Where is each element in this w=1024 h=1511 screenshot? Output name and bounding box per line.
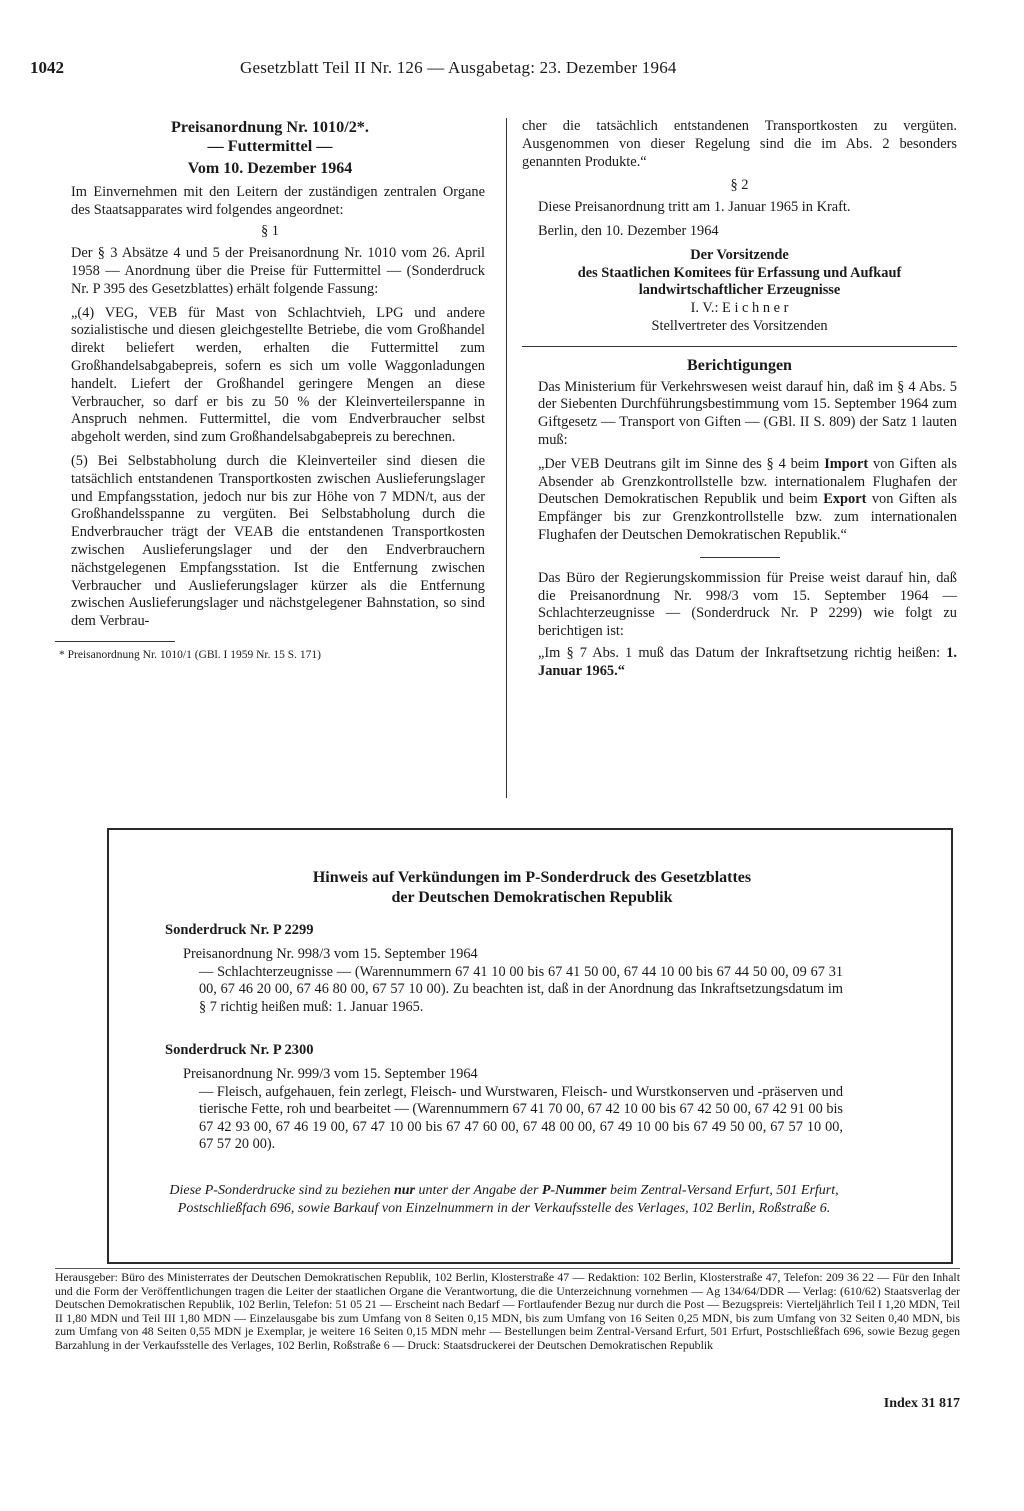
signer-line-2: des Staatlichen Komitees für Erfassung und Aufkauf	[577, 264, 902, 281]
signer-role: Stellvertreter des Vorsitzenden	[651, 317, 828, 334]
column-divider	[506, 118, 507, 798]
section-1-text: Der § 3 Absätze 4 und 5 der Preisanordnung Nr. 1010 vom 26. April 1958 — Anordnung über die Preise für Futtermittel — (Sonderdruck Nr. P 395 des Gesetzblattes) erhält folgende Fassung:	[71, 245, 485, 297]
imprint: Herausgeber: Büro des Ministerrates der Deutschen Demokratischen Republik, 102 Berlin, Klosterstraße 47 — Redaktion: 102 Berlin, Klosterstraße 47, Telefon: 209 36 22 — Für den Inhalt und die Form der Veröffentlichungen tragen die Leiter der staatlichen Organe die Verantwortung, die die Unterzeichnung vornehmen — Ag 134/64/DDR — Verlag: (610/62) Staatsverlag der Deutschen Demokratischen Republik, 102 Berlin, Telefon: 51 05 21 — Erscheint nach Bedarf — Fortlaufender Bezug nur durch die Post — Bezugspreis: Vierteljährlich Teil I 1,20 MDN, Teil II 1,80 MDN und Teil III 1,80 MDN — Einzelausgabe bis zum Umfang von 8 Seiten 0,15 MDN, bis zum Umfang von 16 Seiten 0,25 MDN, bis zum Umfang von 32 Seiten 0,40 MDN, bis zum Umfang von 48 Seiten 0,55 MDN je Exemplar, je weitere 16 Seiten 0,15 MDN mehr — Bestellungen beim Zentral-Versand Erfurt, 501 Erfurt, Postschließfach 696, sowie Bezug gegen Barzahlung in der Verkaufsstelle des Verlages, 102 Berlin, Roßstraße 6 — Druck: Staatsdruckerei der Deutschen Demokratischen Republik	[55, 1270, 960, 1352]
signer-name: I. V.: E i c h n e r	[690, 300, 789, 317]
ordinance-intro: Im Einvernehmen mit den Leitern der zuständigen zentralen Organe des Staatsapparates wird folgendes angeordnet:	[71, 183, 485, 218]
section-1-heading: § 1	[261, 223, 279, 240]
place-date: Berlin, den 10. Dezember 1964	[538, 222, 719, 239]
left-column	[55, 118, 485, 662]
signer-line-3: landwirtschaftlicher Erzeugnisse	[638, 282, 841, 299]
section-separator	[522, 346, 957, 347]
section-2-text: Diese Preisanordnung tritt am 1. Januar 1965 in Kraft.	[538, 199, 851, 216]
correction-1-quote: „Der VEB Deutrans gilt im Sinne des § 4 beim Import von Giften als Absender ab Grenzkontrollstelle bzw. internationalem Flughafen der Deutschen Demokratischen Republik und beim Export von Giften als Empfänger bis zur Grenzkontrollstelle bzw. zum internationalen Flughafen der Deutschen Demokratischen Republik.“	[538, 455, 957, 543]
section-2-heading: § 2	[730, 177, 749, 194]
page-header	[30, 58, 960, 82]
continuation-text: cher die tatsächlich entstandenen Transportkosten zu vergüten. Ausgenommen von dieser Regelung sind die im Abs. 2 besonders genannten Produkte.“	[522, 118, 957, 170]
right-column	[522, 118, 957, 681]
sonderdruck-2300-body: Preisanordnung Nr. 999/3 vom 15. September 1964 — Fleisch, aufgehauen, fein zerlegt, Fleisch- und Wurstwaren, Fleisch- und Wurstkonserven und -präserven und tierische Fette, roh und bearbeitet — (Warennummern 67 41 70 00, 67 42 10 00 bis 67 42 50 00, 67 42 91 00 bis 67 42 93 00, 67 46 19 00, 67 47 10 00 bis 67 47 60 00, 67 48 00 00, 67 49 10 00 bis 67 49 50 00, 67 57 10 00, 67 57 20 00).	[183, 1066, 843, 1152]
notice-title: Hinweis auf Verkündungen im P-Sonderdruck des Gesetzblattes der Deutschen Demokratischen Republik	[312, 869, 752, 906]
correction-2-intro: Das Büro der Regierungskommission für Preise weist darauf hin, daß die Preisanordnung Nr. 998/3 vom 15. September 1964 — Schlachterzeugnisse — (Sonderdruck Nr. P 2299) wie folgt zu berichtigen ist:	[538, 569, 957, 640]
index-number: Index 31 817	[883, 1396, 960, 1411]
ordinance-title: Preisanordnung Nr. 1010/2*.	[171, 118, 369, 136]
notice-footer: Diese P-Sonderdrucke sind zu beziehen nur unter der Angabe der P-Nummer beim Zentral-Versand Erfurt, 501 Erfurt, Postschließfach 696, sowie Barkauf von Einzelnummern in der Verkaufsstelle des Verlages, 102 Berlin, Roßstraße 6.	[169, 1183, 839, 1216]
ordinance-date: Vom 10. Dezember 1964	[187, 160, 353, 177]
sonderdruck-2299-heading: Sonderdruck Nr. P 2299	[165, 922, 314, 938]
signer-line-1: Der Vorsitzende	[690, 246, 789, 263]
sonderdruck-2300-heading: Sonderdruck Nr. P 2300	[165, 1042, 314, 1058]
footnote: * Preisanordnung Nr. 1010/1 (GBl. I 1959 Nr. 15 S. 171)	[59, 648, 321, 661]
sonderdruck-2299-body: Preisanordnung Nr. 998/3 vom 15. September 1964 — Schlachterzeugnisse — (Warennummern 67 41 10 00 bis 67 41 50 00, 67 44 10 00 bis 67 44 50 00, 09 67 31 00, 67 46 20 00, 67 46 80 00, 67 57 10 00). Zu beachten ist, daß in der Anordnung das Inkraftsetzungsdatum im § 7 richtig heißen muß: 1. Januar 1965.	[183, 946, 843, 1015]
imprint-rule	[55, 1268, 960, 1269]
correction-separator	[700, 557, 780, 558]
paragraph-4: „(4) VEG, VEB für Mast von Schlachtvieh, LPG und andere sozialistische und diesen gleichgestellte Betriebe, die vom Großhandel direkt beliefert werden, erhalten die Futtermittel zum Großhandelsabgabepreis, sofern es sich um volle Waggonladungen handelt. Liefert der Großhandel geringere Mengen an diese Verbraucher, so darf er bis zu 50 % der Kleinverteilerspanne in Anspruch nehmen. Futtermittel, die vom Endverbraucher selbst abgeholt werden, sind zum Großhandelsabgabepreis zu berechnen.	[71, 304, 485, 446]
page-number: 1042	[30, 58, 64, 77]
sonderdruck-notice-box	[107, 828, 953, 1264]
running-head: Gesetzblatt Teil II Nr. 126 — Ausgabetag: 23. Dezember 1964	[240, 58, 677, 77]
corrections-title: Berichtigungen	[687, 356, 792, 374]
correction-1-intro: Das Ministerium für Verkehrswesen weist darauf hin, daß im § 4 Abs. 5 der Siebenten Durchführungsbestimmung vom 15. September 1964 zum Giftgesetz — Transport von Giften — (GBl. II S. 809) der Satz 1 lauten muß:	[538, 378, 957, 448]
footnote-rule	[55, 641, 175, 642]
ordinance-subtitle: — Futtermittel —	[207, 137, 333, 155]
paragraph-5: (5) Bei Selbstabholung durch die Kleinverteiler sind diesen die tatsächlich entstandenen Transportkosten zwischen Auslieferungslager und Empfangsstation, jedoch nur bis zur Höhe von 7 MDN/t, aus der Großhandelsspanne zu vergüten. Bei Selbstabholung durch die Endverbraucher trägt der VEAB die entstandenen Transportkosten zwischen Auslieferungslager und der den Endverbrauchern nächstgelegenen Empfangsstation. Ist die Entfernung zwischen Verbraucher und Auslieferungslager kürzer als die Entfernung zwischen Auslieferungslager und nächstgelegener Bahnstation, so sind dem Verbrau-	[71, 452, 485, 630]
correction-2-quote: „Im § 7 Abs. 1 muß das Datum der Inkraftsetzung richtig heißen: 1. Januar 1965.“	[538, 644, 957, 679]
